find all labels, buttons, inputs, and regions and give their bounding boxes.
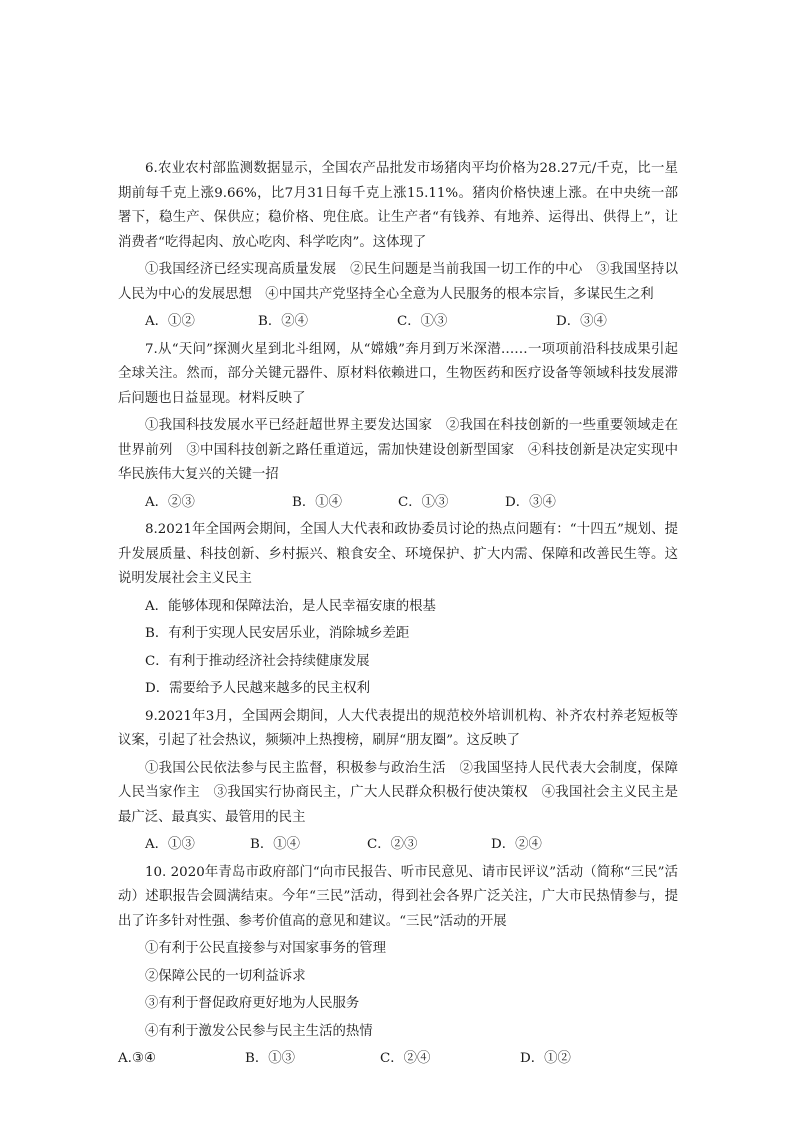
option-a[interactable]: A．①③ [145,837,195,852]
choice-d[interactable]: D．需要给予人民越来越多的民主权利 [145,681,370,696]
question-8-stem: 8.2021年全国两会期间，全国人大代表和政协委员讨论的热点问题有：“十四五”规划、提升发展质量、科技创新、乡村振兴、粮食安全、环境保护、扩大内需、保障和改善民生等。这说明发展社会主义民主 [118,522,678,586]
option-d[interactable]: D．①② [520,1051,571,1066]
option-c[interactable]: C．①③ [397,314,448,329]
question-9-items: ①我国公民依法参与民主监督，积极参与政治生活 ②我国坚持人民代表大会制度，保障人民当家作主 ③我国实行协商民主，广大人民群众积极行使决策权 ④我国社会主义民主是最广泛、最真实、最管用的民主 [118,760,678,825]
choice-c[interactable]: C．有利于推动经济社会持续健康发展 [145,653,370,669]
question-7-items: ①我国科技发展水平已经赶超世界主要发达国家 ②我国在科技创新的一些重要领域走在世界前列 ③中国科技创新之路任重道远，需加快建设创新型国家 ④科技创新是决定实现中华民族伟大复兴的关键一招 [118,418,678,482]
question-6-stem: 6.农业农村部监测数据显示，全国农产品批发市场猪肉平均价格为28.27元/千克，比一星期前每千克上涨9.66%，比7月31日每千克上涨15.11%。猪肉价格快速上涨。在中央统一部署下，稳生产、保供应；稳价格、兜住底。让生产者“有钱养、有地养、运得出、供得上”，让消费者“吃得起肉、放心吃肉、科学吃肉”。这体现了 [118,161,678,250]
option-b[interactable]: B．①③ [245,1051,296,1066]
option-d[interactable]: D．③④ [556,314,607,329]
item-3: ③有利于督促政府更好地为人民服务 [145,996,360,1011]
question-8 [118,518,678,702]
option-c[interactable]: C．②③ [367,837,418,852]
question-7-stem: 7.从“天问”探测火星到北斗组网，从“嫦娥”奔月到万米深潜……一项项前沿科技成果引起全球关注。然而，部分关键元器件、原材料依赖进口，生物医药和医疗设备等领域科技发展滞后问题也日益显现。材料反映了 [118,341,678,406]
option-a[interactable]: A．①② [145,314,195,329]
option-b[interactable]: B．①④ [292,494,343,510]
option-c[interactable]: C．②④ [380,1051,431,1066]
option-d[interactable]: D．②④ [491,837,542,852]
option-d[interactable]: D．③④ [505,494,556,510]
item-4: ④有利于激发公民参与民主生活的热情 [145,1023,373,1039]
question-10-options [118,1047,678,1072]
question-9-stem: 9.2021年3月，全国两会期间，人大代表提出的规范校外培训机构、补齐农村养老短板等议案，引起了社会热议，频频冲上热搜榜，刷屏“朋友圈”。这反映了 [118,708,678,748]
choice-a[interactable]: A．能够体现和保障法治，是人民幸福安康的根基 [145,598,436,614]
question-6 [118,157,678,335]
option-b[interactable]: B．②④ [258,314,309,329]
option-c[interactable]: C．①③ [398,494,449,510]
question-9 [118,705,678,858]
option-b[interactable]: B．①④ [250,837,301,852]
question-6-items: ①我国经济已经实现高质量发展 ②民生问题是当前我国一切工作的中心 ③我国坚持以人民为中心的发展思想 ④中国共产党坚持全心全意为人民服务的根本宗旨，多谋民生之利 [118,262,678,302]
choice-b[interactable]: B．有利于实现人民安居乐业，消除城乡差距 [145,626,410,641]
question-7-options [118,491,678,516]
question-6-options [118,310,678,335]
option-a[interactable]: A．②③ [145,494,195,510]
question-10-stem: 10. 2020年青岛市政府部门“向市民报告、听市民意见、请市民评议”活动（简称“三民”活动）述职报告会圆满结束。今年“三民”活动，得到社会各界广泛关注，广大市民热情参与，提出了许多针对性强、参考价值高的意见和建议。“三民”活动的开展 [118,864,678,929]
option-a[interactable]: A.③④ [118,1051,156,1066]
item-2: ②保障公民的一切利益诉求 [145,968,306,984]
questions-block [118,157,678,1072]
item-1: ①有利于公民直接参与对国家事务的管理 [145,941,387,956]
question-7 [118,338,678,516]
question-10 [118,861,678,1072]
question-9-options [118,833,678,858]
